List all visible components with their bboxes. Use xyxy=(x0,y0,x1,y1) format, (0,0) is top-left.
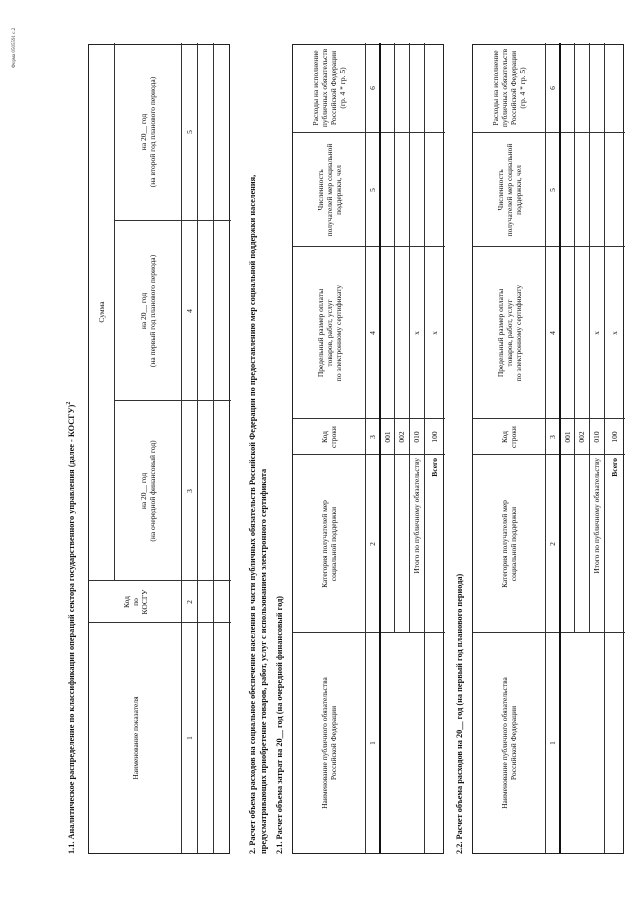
t21-col2: Категория получателей мер социальной поддержки xyxy=(320,500,338,588)
t22-total-obligation-cross: x xyxy=(592,331,601,335)
t21-num-2: 2 xyxy=(367,542,377,546)
t21-grand-total-cross: x xyxy=(430,331,439,335)
cert-table-2-1 xyxy=(292,44,444,854)
kosgu-col-year3: на 20__ год (на второй год планового периода) xyxy=(138,76,157,188)
t22-col6: Расходы на исполнение публичных обязательств Российской Федерации (гр. 4 * гр. 5) xyxy=(491,48,527,128)
t21-col3: Код строки xyxy=(320,426,338,448)
kosgu-col-year2: на 20__ год (на первый год планового периода) xyxy=(138,254,157,368)
section-2-heading-line1: 2. Расчет объема расходов на социальное обеспечение населения в части публичных обязательств Российской Федерации по предоставлению мер социальной поддержки населения, xyxy=(248,174,257,854)
t22-code-001: 001 xyxy=(562,431,572,443)
t21-code-002: 002 xyxy=(397,431,406,443)
t21-grand-total-code: 100 xyxy=(430,431,439,443)
kosgu-num-5: 5 xyxy=(184,130,194,134)
t22-num-4: 4 xyxy=(547,331,557,335)
section-1-1-heading-text: 1.1. Аналитическое распределение по классификации операций сектора государственного управления (далее - КОСГУ) xyxy=(66,404,76,854)
t21-col4: Предельный размер оплаты товаров, работ, услуг по электронному сертификату xyxy=(315,284,343,382)
t21-col6: Расходы на исполнение публичных обязательств Российской Федерации (гр. 4 * гр. 5) xyxy=(311,48,347,128)
t21-num-5: 5 xyxy=(367,188,377,192)
t21-num-3: 3 xyxy=(367,435,377,439)
t21-num-4: 4 xyxy=(367,331,377,335)
kosgu-col-code: Код по КОСГУ xyxy=(121,589,149,615)
t22-grand-total-code: 100 xyxy=(610,431,619,443)
section-2-heading-line2: предусматривающих приобретение товаров, работ, услуг с использованием электронного сертификата xyxy=(259,468,268,854)
section-1-1-heading xyxy=(66,402,76,854)
t22-col4: Предельный размер оплаты товаров, работ, услуг по электронному сертификату xyxy=(495,284,523,382)
t21-total-obligation-cross: x xyxy=(412,331,421,335)
t22-col3: Код строки xyxy=(500,426,518,448)
form-code: Форма 0505591 с.2 xyxy=(12,27,17,68)
kosgu-num-2: 2 xyxy=(184,600,194,604)
kosgu-col-name: Наименование показателя xyxy=(130,696,140,780)
kosgu-hline-numbers xyxy=(197,43,198,853)
t21-col5: Численность получателей мер социальной поддержки, чел xyxy=(315,143,343,237)
kosgu-num-3: 3 xyxy=(184,489,194,493)
t22-col1: Наименование публичного обязательства Российской Федерации xyxy=(500,677,518,809)
kosgu-col-sum: Сумма xyxy=(97,301,106,323)
t21-num-6: 6 xyxy=(367,86,377,90)
kosgu-table xyxy=(88,44,230,854)
t22-num-5: 5 xyxy=(547,188,557,192)
t22-num-1: 1 xyxy=(547,741,557,745)
kosgu-num-1: 1 xyxy=(184,736,194,740)
t22-total-obligation-label: Итого по публичному обязательству xyxy=(592,458,601,574)
section-2-2-heading: 2.2. Расчет объема расходов на 20__ год (на первый год планового периода) xyxy=(455,573,464,854)
t22-grand-total-cross: x xyxy=(610,331,619,335)
t21-num-1: 1 xyxy=(367,741,377,745)
t22-num-3: 3 xyxy=(547,435,557,439)
t21-total-obligation-code: 010 xyxy=(412,431,421,443)
t22-total-obligation-code: 010 xyxy=(592,431,601,443)
t22-num-6: 6 xyxy=(547,86,557,90)
t22-grand-total-label: Всего xyxy=(610,458,619,477)
t21-hline-row1 xyxy=(394,43,395,633)
t21-col1: Наименование публичного обязательства Российской Федерации xyxy=(320,677,338,809)
kosgu-hline-row xyxy=(213,43,214,853)
t22-col2: Категория получателей мер социальной поддержки xyxy=(500,500,518,588)
t21-grand-total-label: Всего xyxy=(430,458,439,477)
cert-table-2-2 xyxy=(472,44,624,854)
t22-hline-row1 xyxy=(574,43,575,633)
kosgu-col-year1: на 20__ год (на очередной финансовый год) xyxy=(138,440,157,542)
t22-code-002: 002 xyxy=(577,431,586,443)
t22-num-2: 2 xyxy=(547,542,557,546)
t21-total-obligation-label: Итого по публичному обязательству xyxy=(412,458,421,574)
section-1-1-footnote-mark: 2 xyxy=(66,401,72,405)
section-2-1-heading: 2.1. Расчет объема затрат на 20__ год (на очередной финансовый год) xyxy=(275,595,284,854)
t21-code-001: 001 xyxy=(382,431,392,443)
t22-col5: Численность получателей мер социальной поддержки, чел xyxy=(495,143,523,237)
kosgu-num-4: 4 xyxy=(184,309,194,313)
